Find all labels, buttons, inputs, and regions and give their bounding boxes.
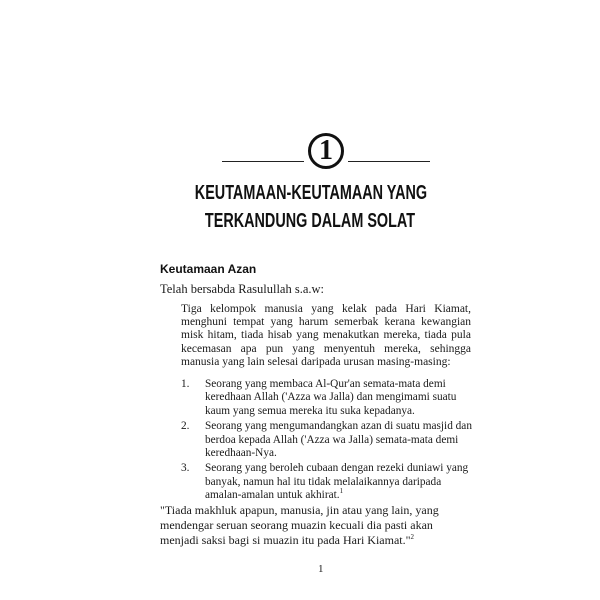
closing-quote-text: "Tiada makhluk apapun, manusia, jin atau yang lain, yang mendengar seruan seorang muazin kecuali dia pasti akan menjadi saksi bagi si muazin itu pada Hari Kiamat."	[160, 503, 439, 547]
list-item-text-wrap	[205, 462, 473, 502]
divider-line-left	[222, 161, 304, 162]
intro-text: Telah bersabda Rasulullah s.a.w:	[160, 282, 325, 296]
chapter-title	[194, 179, 428, 235]
list-item	[181, 462, 473, 502]
list-item-number: 2.	[181, 420, 190, 433]
divider-line-right	[348, 161, 430, 162]
chapter-title-line-2: TERKANDUNG DALAM SOLAT	[204, 210, 416, 232]
section-heading: Keutamaan Azan	[160, 262, 257, 276]
footnote-ref: 1	[339, 487, 344, 496]
closing-quote	[160, 503, 472, 548]
list-item	[181, 378, 473, 418]
hadith-quote: Tiga kelompok manusia yang kelak pada Hari Kiamat, menghuni tempat yang harum semerbak kerana kewangian misk hitam, tiada hisab yang menakutkan mereka, tiada pula kecemasan apa pun yang menyentuh mereka, sehingga manusia yang lain selesai daripada urusan masing-masing:	[181, 303, 471, 368]
list-item-number: 1.	[181, 378, 190, 390]
chapter-number-badge: 1	[308, 133, 344, 169]
footnote-ref: 2	[410, 533, 414, 541]
list-item-text: Seorang yang membaca Al-Qur'an semata-mata demi keredhaan Allah ('Azza wa Jalla) dan mengimami suatu kaum yang semua mereka itu suka kepadanya.	[205, 378, 457, 417]
list-item-text: Seorang yang mengumandangkan azan di suatu masjid dan berdoa kepada Allah ('Azza wa Jalla) semata-mata demi keredhaan-Nya.	[205, 420, 472, 460]
chapter-marker	[222, 133, 430, 173]
page-number: 1	[318, 563, 324, 575]
chapter-title-line-1: KEUTAMAAN-KEUTAMAAN YANG	[194, 182, 428, 204]
list-item	[181, 420, 473, 460]
list-item-text: Seorang yang beroleh cubaan dengan rezeki duniawi yang banyak, namun hal itu tidak melalaikannya daripada amalan-amalan untuk akhirat.	[205, 462, 469, 502]
numbered-list	[181, 378, 473, 505]
list-item-number: 3.	[181, 462, 190, 475]
